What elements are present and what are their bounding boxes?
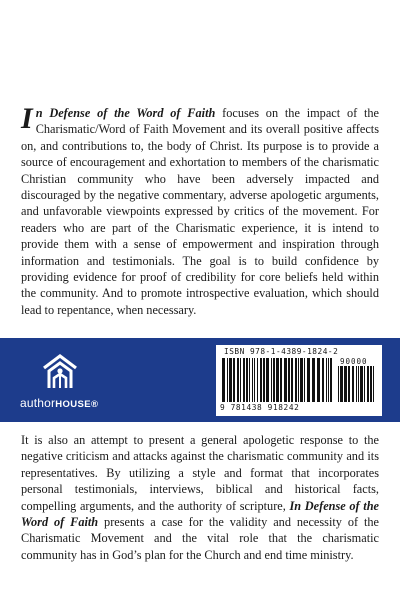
barcode-bar xyxy=(266,358,269,402)
isbn-label: ISBN 978-1-4389-1824-2 xyxy=(224,347,339,356)
addon-bars xyxy=(338,366,376,402)
barcode-bar xyxy=(237,358,239,402)
publisher-band xyxy=(0,338,400,422)
book-title-top: n Defense of the Word of Faith xyxy=(35,106,216,120)
publisher-name-part2: HOUSE xyxy=(55,399,92,410)
barcode-bar xyxy=(222,358,225,402)
barcode-bar xyxy=(328,358,329,402)
barcode-bar xyxy=(257,358,258,402)
barcode-bar xyxy=(326,358,327,402)
barcode-bar xyxy=(263,358,265,402)
barcode-bar xyxy=(280,358,282,402)
description-top-text: focuses on the impact of the Charismatic/Word of Faith Movement and its overall positive affects on, and contributions to, the body of Christ. Its purpose is to provide a source of encouragement and exhortation to members of the charismatic Christian community who have been adversely impacted and discouraged by the negative commentary, adverse apologetic arguments, and unfavorable viewpoints expressed by critics of the movement. For readers who are part of the Charismatic experience, it is intend to provide them with a sense of empowerment and inspiration through information and testimonials. The goal is to build confidence by providing evidence for proof of credibility for core beliefs held within the community. And to promote introspective evaluation, which should lead to repentance, when necessary. xyxy=(21,106,379,317)
barcode-bar xyxy=(276,358,279,402)
barcode-bar xyxy=(312,358,315,402)
barcode-bar xyxy=(348,366,350,402)
barcode-bar xyxy=(288,358,290,402)
book-title-bottom: In Defense of the Word of Faith xyxy=(21,498,379,530)
barcode-bar xyxy=(300,358,303,402)
isbn-barcode xyxy=(216,345,382,416)
barcode-bar xyxy=(322,358,324,402)
ean-number: 9 781438 918242 xyxy=(220,403,300,412)
barcode-bar xyxy=(284,358,287,402)
barcode-bar xyxy=(317,358,320,402)
barcode-bar xyxy=(273,358,275,402)
barcode-bar xyxy=(358,366,359,402)
barcode-bar xyxy=(356,366,357,402)
barcode-bar xyxy=(249,358,250,402)
drop-cap: I xyxy=(21,102,33,135)
barcode-bar xyxy=(370,366,372,402)
barcode-bar xyxy=(229,358,232,402)
barcode-bar xyxy=(307,358,310,402)
description-bottom xyxy=(21,432,379,563)
barcode-bar xyxy=(304,358,305,402)
barcode-bar xyxy=(243,358,245,402)
barcode-bar xyxy=(227,358,228,402)
publisher-logo-wordmark xyxy=(20,396,130,410)
description-bottom-text-2: presents a case for the validity and necessity of the Charismatic Movement and the vital role that the charismatic community has in God’s plan for the Church and end time ministry. xyxy=(21,515,379,562)
barcode-bar xyxy=(367,366,369,402)
barcode-bar xyxy=(260,358,262,402)
barcode-bar xyxy=(254,358,255,402)
barcode-bar xyxy=(271,358,272,402)
barcode-bar xyxy=(373,366,374,402)
barcode-bar xyxy=(246,358,248,402)
description-bottom-text-1: It is also an attempt to present a general apologetic response to the negative criticism and attacks against the charismatic community and its representatives. By utilizing a style and format that incorporates personal testimonials, interviews, biblical and historical facts, compelling arguments, and the authority of scripture, xyxy=(21,433,379,513)
barcode-bar xyxy=(364,366,365,402)
publisher-name-part1: author xyxy=(20,396,56,410)
trademark-symbol: ® xyxy=(91,399,99,410)
barcode-bar xyxy=(291,358,293,402)
barcode-bar xyxy=(295,358,297,402)
barcode-bar xyxy=(344,366,347,402)
barcode-bar xyxy=(330,358,332,402)
barcode-bar xyxy=(252,358,253,402)
price-code: 90000 xyxy=(340,357,368,366)
barcode-bar xyxy=(352,366,354,402)
authorhouse-logo-icon xyxy=(40,352,80,390)
barcode-bar xyxy=(338,366,339,402)
barcode-bar xyxy=(340,366,343,402)
barcode-bar xyxy=(360,366,363,402)
barcode-bar xyxy=(233,358,235,402)
barcode-bar xyxy=(298,358,299,402)
description-top xyxy=(21,102,379,318)
barcode-bar xyxy=(240,358,241,402)
ean-bars xyxy=(222,358,334,402)
